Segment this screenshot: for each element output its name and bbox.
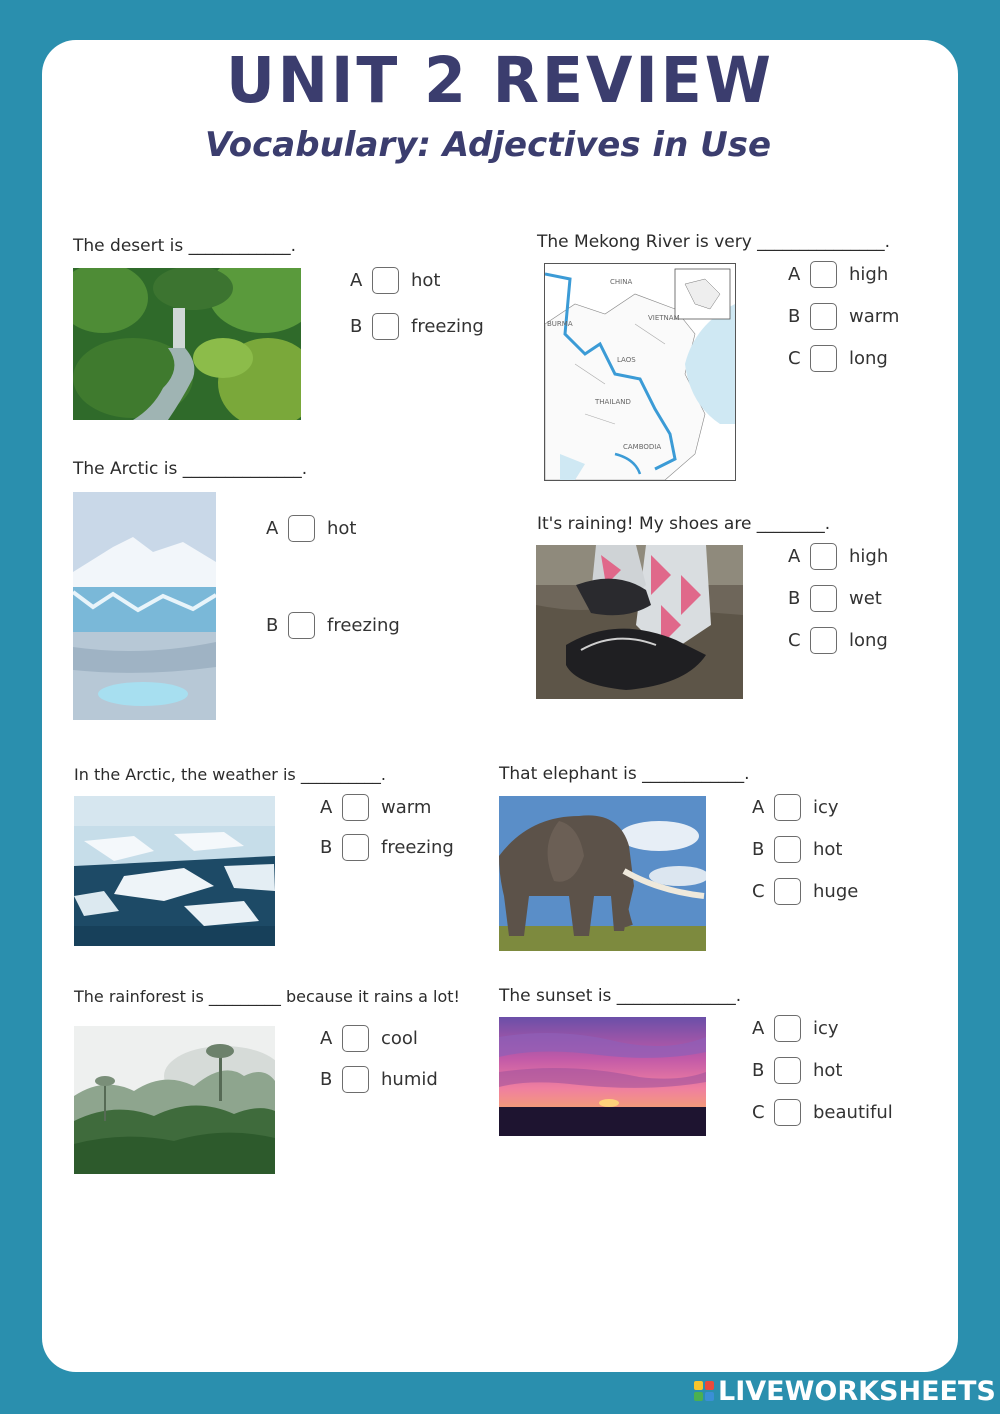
answer-checkbox[interactable]: [774, 878, 801, 905]
option-letter: B: [752, 1060, 765, 1081]
question-prompt-7: The rainforest is _________ because it rains a lot!: [74, 987, 460, 1006]
q8-option-a[interactable]: [752, 1015, 839, 1042]
answer-checkbox[interactable]: [810, 345, 837, 372]
option-label: wet: [849, 588, 882, 609]
q5-option-a[interactable]: [320, 794, 431, 821]
q6-option-b[interactable]: [752, 836, 842, 863]
option-label: hot: [813, 839, 843, 860]
q4-option-c[interactable]: [788, 627, 888, 654]
option-letter: C: [788, 630, 801, 651]
option-letter: B: [788, 588, 801, 609]
answer-checkbox[interactable]: [774, 1057, 801, 1084]
answer-checkbox[interactable]: [774, 794, 801, 821]
option-label: hot: [411, 270, 441, 291]
q2-option-a[interactable]: [788, 261, 888, 288]
answer-checkbox[interactable]: [810, 261, 837, 288]
option-letter: C: [752, 881, 765, 902]
option-letter: A: [320, 797, 333, 818]
answer-checkbox[interactable]: [342, 1066, 369, 1093]
elephant-photo: [499, 796, 706, 951]
answer-checkbox[interactable]: [372, 313, 399, 340]
answer-checkbox[interactable]: [342, 1025, 369, 1052]
arctic-sea-ice-photo: [74, 796, 275, 946]
question-prompt-4: It's raining! My shoes are ________.: [537, 514, 831, 534]
option-letter: A: [788, 264, 801, 285]
option-label: cool: [381, 1028, 418, 1049]
option-letter: B: [266, 615, 279, 636]
q6-option-c[interactable]: [752, 878, 858, 905]
page-title: UNIT 2 REVIEW: [226, 44, 774, 118]
svg-text:THAILAND: THAILAND: [595, 398, 631, 406]
option-letter: A: [788, 546, 801, 567]
q6-option-a[interactable]: [752, 794, 839, 821]
option-label: warm: [381, 797, 432, 818]
q8-option-b[interactable]: [752, 1057, 842, 1084]
svg-text:VIETNAM: VIETNAM: [648, 314, 680, 322]
option-letter: B: [320, 1069, 333, 1090]
option-letter: A: [752, 797, 765, 818]
option-letter: B: [350, 316, 363, 337]
question-prompt-5: In the Arctic, the weather is __________.: [74, 765, 386, 784]
misty-rainforest-photo: [74, 1026, 275, 1174]
option-label: long: [849, 348, 888, 369]
option-label: high: [849, 546, 889, 567]
question-prompt-1: The desert is ____________.: [73, 236, 297, 256]
svg-text:LAOS: LAOS: [617, 356, 636, 364]
option-letter: A: [266, 518, 279, 539]
q3-option-a[interactable]: [266, 515, 356, 542]
answer-checkbox[interactable]: [342, 794, 369, 821]
question-prompt-3: The Arctic is ______________.: [73, 459, 308, 479]
q1-option-a[interactable]: [350, 267, 440, 294]
liveworksheets-logo[interactable]: [694, 1376, 996, 1406]
option-label: warm: [849, 306, 900, 327]
arctic-glacier-photo: [73, 492, 216, 720]
question-prompt-6: That elephant is ____________.: [499, 764, 750, 784]
answer-checkbox[interactable]: [774, 1015, 801, 1042]
option-label: freezing: [381, 837, 454, 858]
answer-checkbox[interactable]: [288, 612, 315, 639]
q7-option-b[interactable]: [320, 1066, 438, 1093]
q2-option-c[interactable]: [788, 345, 888, 372]
answer-checkbox[interactable]: [810, 585, 837, 612]
option-label: long: [849, 630, 888, 651]
answer-checkbox[interactable]: [288, 515, 315, 542]
answer-checkbox[interactable]: [774, 836, 801, 863]
option-letter: A: [320, 1028, 333, 1049]
answer-checkbox[interactable]: [810, 303, 837, 330]
svg-text:CAMBODIA: CAMBODIA: [623, 443, 662, 451]
q4-option-b[interactable]: [788, 585, 882, 612]
question-prompt-2: The Mekong River is very _______________.: [537, 232, 891, 252]
option-letter: C: [752, 1102, 765, 1123]
q5-option-b[interactable]: [320, 834, 454, 861]
option-letter: B: [320, 837, 333, 858]
option-label: icy: [813, 1018, 839, 1039]
option-label: freezing: [411, 316, 484, 337]
answer-checkbox[interactable]: [372, 267, 399, 294]
sunset-photo: [499, 1017, 706, 1136]
page-subtitle: Vocabulary: Adjectives in Use: [204, 125, 772, 165]
option-label: hot: [327, 518, 357, 539]
option-label: freezing: [327, 615, 400, 636]
wet-shoes-photo: [536, 545, 743, 699]
q2-option-b[interactable]: [788, 303, 899, 330]
question-prompt-8: The sunset is ______________.: [499, 986, 742, 1006]
option-letter: A: [752, 1018, 765, 1039]
rainforest-waterfall-photo: [73, 268, 301, 420]
option-label: icy: [813, 797, 839, 818]
q3-option-b[interactable]: [266, 612, 400, 639]
answer-checkbox[interactable]: [774, 1099, 801, 1126]
answer-checkbox[interactable]: [810, 543, 837, 570]
q1-option-b[interactable]: [350, 313, 484, 340]
option-letter: A: [350, 270, 363, 291]
logo-mark-icon: [694, 1381, 714, 1401]
q4-option-a[interactable]: [788, 543, 888, 570]
svg-text:CHINA: CHINA: [610, 278, 633, 286]
answer-checkbox[interactable]: [342, 834, 369, 861]
q8-option-c[interactable]: [752, 1099, 893, 1126]
option-letter: B: [788, 306, 801, 327]
q7-option-a[interactable]: [320, 1025, 418, 1052]
mekong-river-map: [544, 263, 736, 481]
option-label: humid: [381, 1069, 438, 1090]
answer-checkbox[interactable]: [810, 627, 837, 654]
svg-text:BURMA: BURMA: [547, 320, 573, 328]
option-label: hot: [813, 1060, 843, 1081]
logo-text: LIVEWORKSHEETS: [718, 1375, 996, 1407]
option-letter: B: [752, 839, 765, 860]
option-label: high: [849, 264, 889, 285]
option-label: beautiful: [813, 1102, 893, 1123]
option-label: huge: [813, 881, 859, 902]
option-letter: C: [788, 348, 801, 369]
